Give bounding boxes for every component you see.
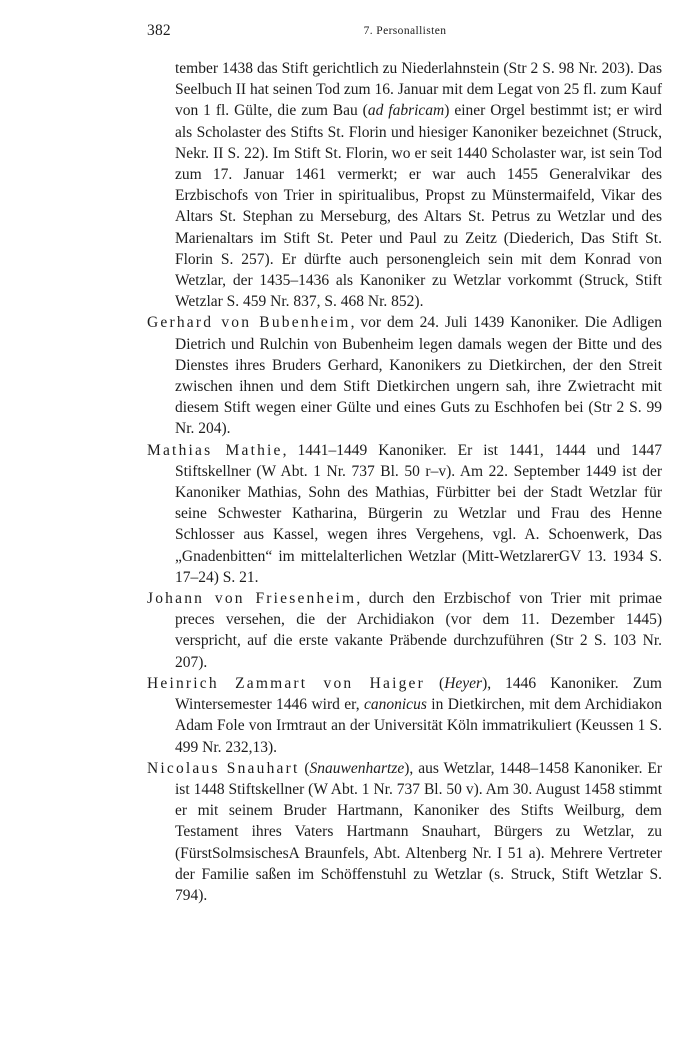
entry-continuation <box>147 58 662 312</box>
entry-text-italic: Heyer <box>444 674 483 692</box>
entry-text: in Dietkirchen, mit dem Archidiakon Adam Fole von Irmtraut an der Universität Köln immatrikuliert (Keussen 1 S. 499 Nr. 232,13). <box>175 696 662 756</box>
running-head: 7. Personallisten <box>363 25 447 37</box>
entry-name: Johann von Friesenheim <box>147 590 357 608</box>
page-number: 382 <box>147 22 171 39</box>
entry-johann-von-friesenheim <box>147 588 662 673</box>
entry-text-italic: Snauwenhartze <box>309 759 405 777</box>
entry-gerhard-von-bubenheim <box>147 312 662 439</box>
entry-text: tember 1438 das Stift gerichtlich zu Niederlahnstein (Str 2 S. 98 Nr. 203). Das Seelbuch II hat seinen Tod zum 16. Januar mit dem Legat von 25 fl. zum Kauf von 1 fl. Gülte, die zum Bau ( <box>175 60 662 120</box>
entry-text-italic: canonicus <box>364 696 427 714</box>
entry-text: ( <box>425 674 445 692</box>
entry-text: , durch den Erzbischof von Trier mit primae preces versehen, die der Archidiakon (vor dem 11. Dezember 1445) verspricht, auf die erste vakante Präbende durchzuführen (Str 2 S. 103 Nr. 207). <box>175 590 663 671</box>
entry-text: ( <box>299 759 310 777</box>
entry-text-italic: ad fabricam <box>367 102 445 120</box>
entry-name: Mathias Mathie <box>147 441 283 459</box>
entry-nicolaus-snauhart <box>147 758 662 906</box>
entry-heinrich-zammart-von-haiger <box>147 673 662 758</box>
entry-text: ), aus Wetzlar, 1448–1458 Kanoniker. Er ist 1448 Stiftskellner (W Abt. 1 Nr. 737 Bl. 50 v). Am 30. August 1458 stimmt er mit seinem Bruder Hartmann, Kanoniker des Stifts Weilburg, dem Testament ihres Vaters Hartmann Snauhart, Bürgers zu Wetzlar, zu (FürstSolmsischesA Braunfels, Abt. Altenberg Nr. I 51 a). Mehrere Vertreter der Familie saßen im Schöffenstuhl zu Wetzlar (s. Struck, Stift Wetzlar S. 794). <box>175 759 662 904</box>
entry-name: Gerhard von Bubenheim <box>147 314 351 332</box>
entry-mathias-mathie <box>147 440 662 588</box>
entry-text: , 1441–1449 Kanoniker. Er ist 1441, 1444 und 1447 Stiftskellner (W Abt. 1 Nr. 737 Bl. 50 r–v). Am 22. September 1449 ist der Kanoniker Mathias, Sohn des Mathias, Fürbitter bei der Stadt Wetzlar für seine Schwester Katharina, Bürgerin zu Wetzlar und Frau des Henne Schlosser aus Kassel, wegen ihres Vergehens, vgl. A. Schoenwerk, Das „Gnadenbitten“ im mittelalterlichen Wetzlar (Mitt-WetzlarerGV 13. 1934 S. 17–24) S. 21. <box>175 441 663 586</box>
entry-text: ), 1446 Kanoniker. Zum Wintersemester 1446 wird er, <box>175 674 662 714</box>
entry-text: ) einer Orgel bestimmt ist; er wird als Scholaster des Stifts St. Florin und hiesiger Kanoniker bezeichnet (Struck, Nekr. II S. 22). Im Stift St. Florin, wo er seit 1440 Scholaster war, ist sein Tod zum 17. Januar 1461 vermerkt; er war auch 1455 Generalvikar des Erzbischofs von Trier in spiritualibus, Propst zu Münstermaifeld, Vikar des Altars St. Stephan zu Merseburg, des Altars St. Petrus zu Wetzlar und des Marienaltars im Stift St. Peter und Paul zu Zeitz (Diederich, Das Stift St. Florin S. 257). Er dürfte auch personengleich sein mit dem Konrad von Wetzlar, der 1435–1436 als Kanoniker zu Wetzlar vorkommt (Struck, Stift Wetzlar S. 459 Nr. 837, S. 468 Nr. 852). <box>175 102 663 311</box>
entry-list <box>147 58 662 906</box>
entry-text: , vor dem 24. Juli 1439 Kanoniker. Die Adligen Dietrich und Rulchin von Bubenheim legen damals wegen der Bitte und des Dienstes ihres Bruders Gerhard, Kanonikers zu Dietkirchen, der den Streit zwischen ihnen und dem Stift Dietkirchen ungern sah, ihre Zwietracht mit diesem Stift wegen einer Gülte und eines Guts zu Eschhofen bei (Str 2 S. 99 Nr. 204). <box>175 314 662 438</box>
entry-name: Heinrich Zammart von Haiger <box>147 674 425 692</box>
entry-name: Nicolaus Snauhart <box>147 759 300 777</box>
